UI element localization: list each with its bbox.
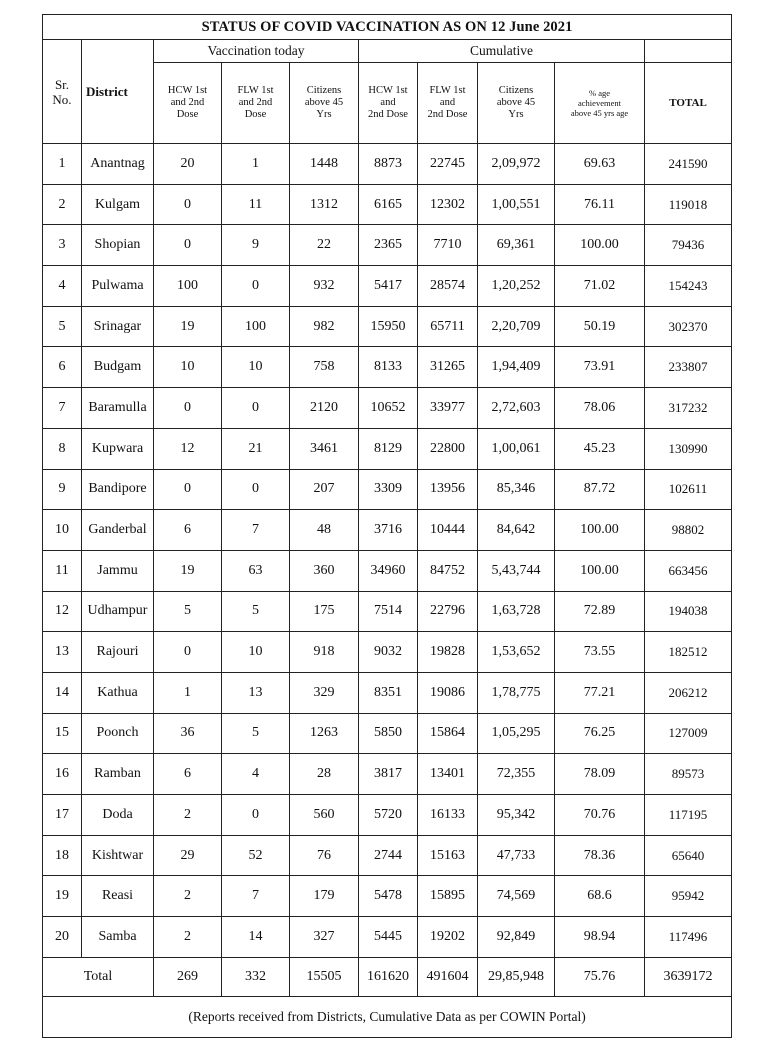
citizens-cumulative-cell: 84,642	[478, 510, 555, 551]
header-hcw-today: HCW 1st and 2nd Dose	[154, 63, 222, 144]
table-row	[43, 917, 732, 958]
citizens-cumulative-cell: 1,94,409	[478, 347, 555, 388]
hcw-cumulative-cell: 8351	[359, 672, 418, 713]
flw-cumulative-cell: 16133	[418, 795, 478, 836]
group-total-spacer	[645, 40, 732, 63]
flw-cumulative-cell: 28574	[418, 266, 478, 307]
citizens-cumulative-cell: 1,00,061	[478, 428, 555, 469]
citizens-cumulative-cell: 72,355	[478, 754, 555, 795]
table-row	[43, 266, 732, 307]
flw-today-cell: 7	[222, 876, 290, 917]
group-vaccination-today: Vaccination today	[154, 40, 359, 63]
sr-cell: 14	[43, 672, 82, 713]
district-cell: Kishtwar	[82, 835, 154, 876]
hcw-today-cell: 6	[154, 754, 222, 795]
flw-today-cell: 4	[222, 754, 290, 795]
header-pct-achievement: % age achievement above 45 yrs age	[555, 63, 645, 144]
citizens-cumulative-cell: 2,20,709	[478, 306, 555, 347]
citizens-today-cell: 179	[290, 876, 359, 917]
citizens-cumulative-cell: 1,78,775	[478, 672, 555, 713]
hcw-today-cell: 2	[154, 795, 222, 836]
citizens-today-cell: 2120	[290, 388, 359, 429]
district-cell: Ganderbal	[82, 510, 154, 551]
totals-flw-cumulative: 491604	[418, 957, 478, 996]
pct-achievement-cell: 73.55	[555, 632, 645, 673]
citizens-today-cell: 932	[290, 266, 359, 307]
header-hcw-cumulative: HCW 1st and 2nd Dose	[359, 63, 418, 144]
header-sr-no: Sr. No.	[43, 40, 82, 144]
hcw-today-cell: 100	[154, 266, 222, 307]
hcw-cumulative-cell: 5417	[359, 266, 418, 307]
sr-cell: 16	[43, 754, 82, 795]
sr-cell: 12	[43, 591, 82, 632]
flw-today-cell: 0	[222, 469, 290, 510]
district-cell: Samba	[82, 917, 154, 958]
citizens-cumulative-cell: 69,361	[478, 225, 555, 266]
sr-cell: 13	[43, 632, 82, 673]
flw-today-cell: 0	[222, 388, 290, 429]
hcw-today-cell: 10	[154, 347, 222, 388]
flw-cumulative-cell: 15864	[418, 713, 478, 754]
flw-cumulative-cell: 65711	[418, 306, 478, 347]
table-row	[43, 388, 732, 429]
flw-today-cell: 10	[222, 347, 290, 388]
total-cell: 663456	[645, 550, 732, 591]
header-citizens-today: Citizens above 45 Yrs	[290, 63, 359, 144]
flw-today-cell: 5	[222, 591, 290, 632]
pct-achievement-cell: 76.25	[555, 713, 645, 754]
citizens-today-cell: 28	[290, 754, 359, 795]
hcw-cumulative-cell: 5720	[359, 795, 418, 836]
hcw-cumulative-cell: 8873	[359, 144, 418, 185]
table-row	[43, 591, 732, 632]
hcw-cumulative-cell: 6165	[359, 184, 418, 225]
totals-citizens-today: 15505	[290, 957, 359, 996]
totals-row	[43, 957, 732, 996]
hcw-today-cell: 2	[154, 876, 222, 917]
district-cell: Kulgam	[82, 184, 154, 225]
flw-cumulative-cell: 33977	[418, 388, 478, 429]
citizens-today-cell: 48	[290, 510, 359, 551]
totals-label: Total	[43, 957, 154, 996]
citizens-cumulative-cell: 1,05,295	[478, 713, 555, 754]
flw-cumulative-cell: 12302	[418, 184, 478, 225]
hcw-cumulative-cell: 3309	[359, 469, 418, 510]
district-cell: Rajouri	[82, 632, 154, 673]
total-cell: 117496	[645, 917, 732, 958]
flw-today-cell: 52	[222, 835, 290, 876]
pct-achievement-cell: 87.72	[555, 469, 645, 510]
pct-achievement-cell: 77.21	[555, 672, 645, 713]
sr-cell: 15	[43, 713, 82, 754]
total-cell: 233807	[645, 347, 732, 388]
pct-achievement-cell: 69.63	[555, 144, 645, 185]
hcw-today-cell: 6	[154, 510, 222, 551]
header-flw-today: FLW 1st and 2nd Dose	[222, 63, 290, 144]
table-row	[43, 713, 732, 754]
sr-cell: 5	[43, 306, 82, 347]
totals-grand-total: 3639172	[645, 957, 732, 996]
hcw-today-cell: 36	[154, 713, 222, 754]
flw-cumulative-cell: 13401	[418, 754, 478, 795]
table-row	[43, 347, 732, 388]
flw-today-cell: 1	[222, 144, 290, 185]
district-cell: Baramulla	[82, 388, 154, 429]
pct-achievement-cell: 68.6	[555, 876, 645, 917]
district-cell: Udhampur	[82, 591, 154, 632]
flw-today-cell: 14	[222, 917, 290, 958]
totals-hcw-today: 269	[154, 957, 222, 996]
sr-cell: 4	[43, 266, 82, 307]
flw-cumulative-cell: 31265	[418, 347, 478, 388]
total-cell: 154243	[645, 266, 732, 307]
citizens-today-cell: 22	[290, 225, 359, 266]
pct-achievement-cell: 78.06	[555, 388, 645, 429]
pct-achievement-cell: 100.00	[555, 225, 645, 266]
sr-cell: 1	[43, 144, 82, 185]
citizens-today-cell: 76	[290, 835, 359, 876]
flw-today-cell: 11	[222, 184, 290, 225]
hcw-today-cell: 0	[154, 632, 222, 673]
pct-achievement-cell: 73.91	[555, 347, 645, 388]
pct-achievement-cell: 78.36	[555, 835, 645, 876]
citizens-cumulative-cell: 74,569	[478, 876, 555, 917]
totals-pct: 75.76	[555, 957, 645, 996]
total-cell: 127009	[645, 713, 732, 754]
citizens-today-cell: 3461	[290, 428, 359, 469]
hcw-cumulative-cell: 3716	[359, 510, 418, 551]
pct-achievement-cell: 70.76	[555, 795, 645, 836]
pct-achievement-cell: 98.94	[555, 917, 645, 958]
citizens-today-cell: 175	[290, 591, 359, 632]
page-title: STATUS OF COVID VACCINATION AS ON 12 June 2021	[43, 15, 732, 40]
table-row	[43, 754, 732, 795]
pct-achievement-cell: 100.00	[555, 510, 645, 551]
flw-today-cell: 63	[222, 550, 290, 591]
table-row	[43, 306, 732, 347]
sr-cell: 17	[43, 795, 82, 836]
flw-cumulative-cell: 15163	[418, 835, 478, 876]
pct-achievement-cell: 71.02	[555, 266, 645, 307]
table-row	[43, 225, 732, 266]
citizens-cumulative-cell: 2,72,603	[478, 388, 555, 429]
table-row	[43, 672, 732, 713]
district-cell: Reasi	[82, 876, 154, 917]
citizens-cumulative-cell: 95,342	[478, 795, 555, 836]
sr-cell: 10	[43, 510, 82, 551]
hcw-cumulative-cell: 2744	[359, 835, 418, 876]
header-district: District	[82, 40, 154, 144]
flw-today-cell: 9	[222, 225, 290, 266]
table-row	[43, 469, 732, 510]
hcw-cumulative-cell: 10652	[359, 388, 418, 429]
district-cell: Kathua	[82, 672, 154, 713]
hcw-today-cell: 19	[154, 550, 222, 591]
flw-cumulative-cell: 15895	[418, 876, 478, 917]
table-row	[43, 795, 732, 836]
table-row	[43, 510, 732, 551]
header-flw-cumulative: FLW 1st and 2nd Dose	[418, 63, 478, 144]
hcw-today-cell: 0	[154, 469, 222, 510]
hcw-today-cell: 29	[154, 835, 222, 876]
table-row	[43, 835, 732, 876]
total-cell: 98802	[645, 510, 732, 551]
hcw-cumulative-cell: 5850	[359, 713, 418, 754]
flw-cumulative-cell: 7710	[418, 225, 478, 266]
table-row	[43, 184, 732, 225]
sr-cell: 20	[43, 917, 82, 958]
total-cell: 194038	[645, 591, 732, 632]
table-row	[43, 144, 732, 185]
flw-today-cell: 0	[222, 266, 290, 307]
hcw-cumulative-cell: 9032	[359, 632, 418, 673]
hcw-today-cell: 2	[154, 917, 222, 958]
district-cell: Budgam	[82, 347, 154, 388]
citizens-today-cell: 329	[290, 672, 359, 713]
hcw-cumulative-cell: 15950	[359, 306, 418, 347]
total-cell: 302370	[645, 306, 732, 347]
district-cell: Doda	[82, 795, 154, 836]
total-cell: 117195	[645, 795, 732, 836]
sr-cell: 9	[43, 469, 82, 510]
hcw-cumulative-cell: 7514	[359, 591, 418, 632]
district-cell: Kupwara	[82, 428, 154, 469]
sr-cell: 11	[43, 550, 82, 591]
flw-cumulative-cell: 19202	[418, 917, 478, 958]
flw-today-cell: 5	[222, 713, 290, 754]
flw-today-cell: 10	[222, 632, 290, 673]
district-cell: Pulwama	[82, 266, 154, 307]
citizens-today-cell: 982	[290, 306, 359, 347]
vaccination-status-table	[42, 14, 732, 1038]
citizens-today-cell: 758	[290, 347, 359, 388]
citizens-cumulative-cell: 92,849	[478, 917, 555, 958]
citizens-today-cell: 1448	[290, 144, 359, 185]
sr-cell: 7	[43, 388, 82, 429]
table-row	[43, 550, 732, 591]
citizens-cumulative-cell: 2,09,972	[478, 144, 555, 185]
district-cell: Srinagar	[82, 306, 154, 347]
hcw-cumulative-cell: 8133	[359, 347, 418, 388]
district-cell: Anantnag	[82, 144, 154, 185]
table-row	[43, 632, 732, 673]
pct-achievement-cell: 72.89	[555, 591, 645, 632]
citizens-today-cell: 560	[290, 795, 359, 836]
citizens-cumulative-cell: 47,733	[478, 835, 555, 876]
total-cell: 89573	[645, 754, 732, 795]
flw-cumulative-cell: 13956	[418, 469, 478, 510]
header-total: TOTAL	[645, 63, 732, 144]
total-cell: 130990	[645, 428, 732, 469]
total-cell: 119018	[645, 184, 732, 225]
citizens-today-cell: 327	[290, 917, 359, 958]
citizens-cumulative-cell: 1,53,652	[478, 632, 555, 673]
hcw-cumulative-cell: 2365	[359, 225, 418, 266]
flw-cumulative-cell: 22800	[418, 428, 478, 469]
district-cell: Jammu	[82, 550, 154, 591]
citizens-today-cell: 1263	[290, 713, 359, 754]
citizens-cumulative-cell: 1,00,551	[478, 184, 555, 225]
citizens-cumulative-cell: 85,346	[478, 469, 555, 510]
citizens-cumulative-cell: 1,63,728	[478, 591, 555, 632]
flw-today-cell: 7	[222, 510, 290, 551]
total-cell: 79436	[645, 225, 732, 266]
citizens-today-cell: 207	[290, 469, 359, 510]
hcw-today-cell: 20	[154, 144, 222, 185]
hcw-cumulative-cell: 3817	[359, 754, 418, 795]
table-row	[43, 428, 732, 469]
total-cell: 206212	[645, 672, 732, 713]
pct-achievement-cell: 78.09	[555, 754, 645, 795]
hcw-cumulative-cell: 8129	[359, 428, 418, 469]
total-cell: 102611	[645, 469, 732, 510]
total-cell: 182512	[645, 632, 732, 673]
citizens-today-cell: 918	[290, 632, 359, 673]
flw-today-cell: 100	[222, 306, 290, 347]
group-cumulative: Cumulative	[359, 40, 645, 63]
total-cell: 241590	[645, 144, 732, 185]
total-cell: 317232	[645, 388, 732, 429]
hcw-cumulative-cell: 34960	[359, 550, 418, 591]
district-cell: Shopian	[82, 225, 154, 266]
sr-cell: 8	[43, 428, 82, 469]
district-cell: Ramban	[82, 754, 154, 795]
district-cell: Poonch	[82, 713, 154, 754]
citizens-cumulative-cell: 1,20,252	[478, 266, 555, 307]
hcw-cumulative-cell: 5478	[359, 876, 418, 917]
footer-note: (Reports received from Districts, Cumulative Data as per COWIN Portal)	[43, 996, 732, 1037]
hcw-today-cell: 12	[154, 428, 222, 469]
district-cell: Bandipore	[82, 469, 154, 510]
hcw-today-cell: 0	[154, 184, 222, 225]
hcw-today-cell: 0	[154, 388, 222, 429]
total-cell: 65640	[645, 835, 732, 876]
totals-flw-today: 332	[222, 957, 290, 996]
hcw-cumulative-cell: 5445	[359, 917, 418, 958]
flw-cumulative-cell: 22796	[418, 591, 478, 632]
header-citizens-cumulative: Citizens above 45 Yrs	[478, 63, 555, 144]
hcw-today-cell: 19	[154, 306, 222, 347]
citizens-cumulative-cell: 5,43,744	[478, 550, 555, 591]
pct-achievement-cell: 45.23	[555, 428, 645, 469]
citizens-today-cell: 1312	[290, 184, 359, 225]
flw-cumulative-cell: 10444	[418, 510, 478, 551]
sr-cell: 19	[43, 876, 82, 917]
totals-citizens-cumulative: 29,85,948	[478, 957, 555, 996]
totals-hcw-cumulative: 161620	[359, 957, 418, 996]
flw-today-cell: 13	[222, 672, 290, 713]
pct-achievement-cell: 100.00	[555, 550, 645, 591]
pct-achievement-cell: 50.19	[555, 306, 645, 347]
hcw-today-cell: 5	[154, 591, 222, 632]
hcw-today-cell: 0	[154, 225, 222, 266]
hcw-today-cell: 1	[154, 672, 222, 713]
sr-cell: 18	[43, 835, 82, 876]
sr-cell: 3	[43, 225, 82, 266]
pct-achievement-cell: 76.11	[555, 184, 645, 225]
total-cell: 95942	[645, 876, 732, 917]
table-row	[43, 876, 732, 917]
flw-cumulative-cell: 84752	[418, 550, 478, 591]
flw-today-cell: 0	[222, 795, 290, 836]
sr-cell: 6	[43, 347, 82, 388]
flw-cumulative-cell: 22745	[418, 144, 478, 185]
flw-cumulative-cell: 19086	[418, 672, 478, 713]
flw-cumulative-cell: 19828	[418, 632, 478, 673]
citizens-today-cell: 360	[290, 550, 359, 591]
sr-cell: 2	[43, 184, 82, 225]
flw-today-cell: 21	[222, 428, 290, 469]
